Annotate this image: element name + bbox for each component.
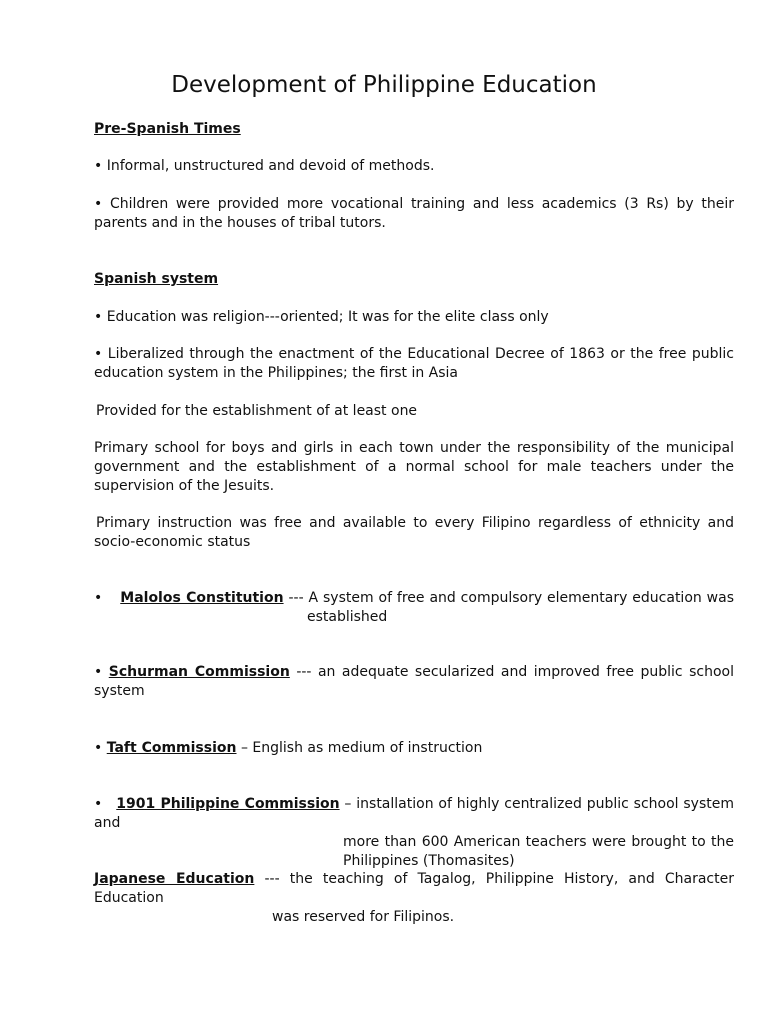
malolos-constitution-text-line-2: established [307,609,388,625]
section-heading-pre-spanish: Pre-Spanish Times [94,121,241,137]
spanish-bullet-1: • Education was religion---oriented; It was for the elite class only [94,309,549,325]
philippine-commission-1901-text-line-2: more than 600 American teachers were brought to the Philippines (Thomasites) [343,834,734,869]
malolos-constitution-term: Malolos Constitution [120,590,284,606]
bullet: • [94,590,103,606]
separator: – [339,796,357,812]
separator: --- [254,871,290,887]
schurman-commission-term: Schurman Commission [108,664,290,680]
schurman-commission-text: --- an adequate secularized and improved free public school system [94,664,734,699]
separator: --- [283,590,309,606]
taft-commission-term: Taft Commission [106,740,237,756]
spanish-bullet-2: • Liberalized through the enactment of the Educational Decree of 1863 or the free public education system in the Philippines; the first in Asia [94,346,734,381]
japanese-education-text-line-2: was reserved for Filipinos. [272,909,455,925]
malolos-constitution-item [94,589,734,627]
philippine-commission-1901-term: 1901 Philippine Commission [116,796,340,812]
taft-commission-text: – English as medium of instruction [236,740,483,756]
page-title: Development of Philippine Education [171,72,597,98]
taft-commission-item [94,739,734,758]
bullet: • [94,740,107,756]
pre-spanish-bullet-2: • Children were provided more vocational training and less academics (3 Rs) by their parents and in the houses of tribal tutors. [94,196,734,231]
japanese-education-item [94,870,734,927]
spanish-paragraph-3: Primary instruction was free and available to every Filipino regardless of ethnicity and socio-economic status [94,515,734,550]
bullet: • [94,796,103,812]
bullet: • [94,664,109,680]
philippine-commission-1901-item [94,795,734,871]
section-heading-spanish: Spanish system [94,271,219,287]
schurman-commission-item [94,663,734,701]
spanish-paragraph-1: Provided for the establishment of at least one [96,403,418,419]
japanese-education-text-line-1: the teaching of Tagalog, Philippine History, and Character Education [94,871,734,906]
japanese-education-term: Japanese Education [94,871,255,887]
pre-spanish-bullet-1: • Informal, unstructured and devoid of methods. [94,158,435,174]
philippine-commission-1901-text-line-1: installation of highly centralized public school system and [94,796,735,831]
malolos-constitution-text-line-1: A system of free and compulsory elementary education was [308,590,734,606]
spanish-paragraph-2: Primary school for boys and girls in each town under the responsibility of the municipal government and the establishment of a normal school for male teachers under the supervision of the Jesuits. [94,440,734,494]
